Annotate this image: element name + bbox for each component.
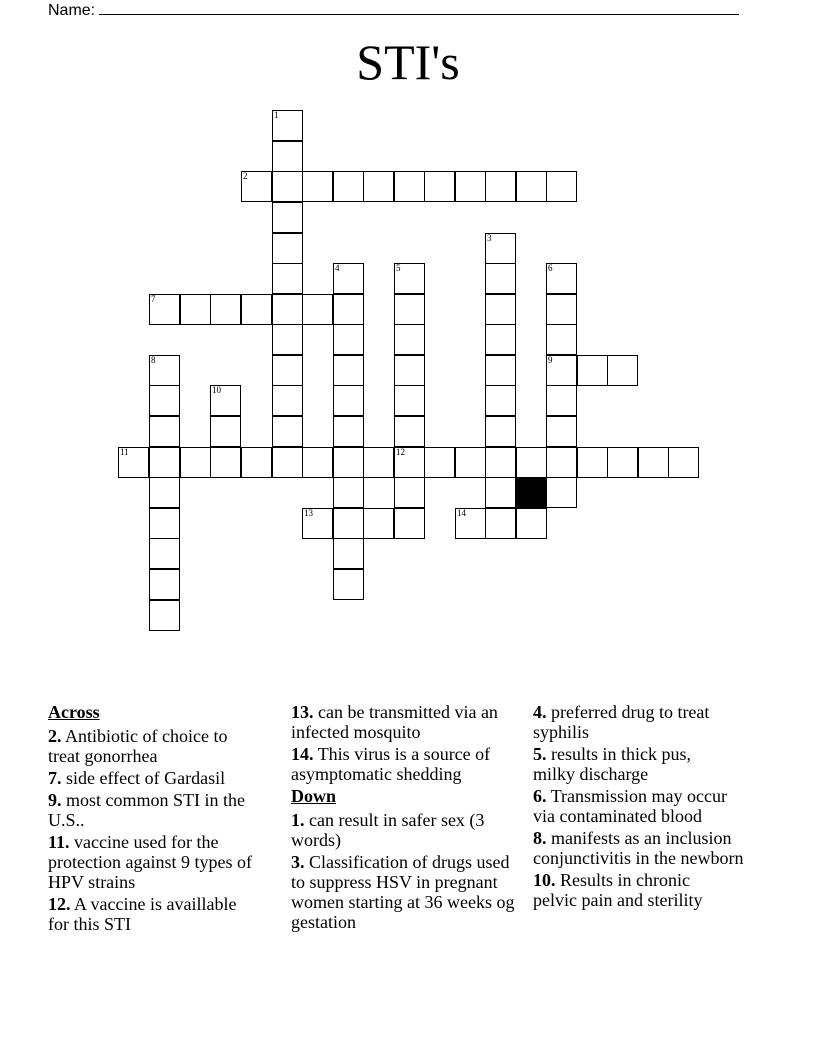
across-heading: Across xyxy=(48,702,100,722)
grid-cell[interactable] xyxy=(546,171,577,202)
grid-cell[interactable] xyxy=(302,447,333,478)
grid-cell[interactable] xyxy=(546,416,577,447)
grid-cell[interactable] xyxy=(485,263,516,294)
name-label: Name: xyxy=(48,2,96,19)
grid-cell[interactable] xyxy=(272,416,303,447)
grid-cell[interactable] xyxy=(607,355,638,386)
grid-cell[interactable] xyxy=(546,263,577,294)
grid-cell[interactable] xyxy=(333,508,364,539)
grid-cell[interactable] xyxy=(455,447,486,478)
grid-cell[interactable] xyxy=(149,416,180,447)
grid-cell[interactable] xyxy=(272,355,303,386)
grid-cell[interactable] xyxy=(394,263,425,294)
grid-cell[interactable] xyxy=(333,171,364,202)
grid-cell[interactable] xyxy=(241,294,272,325)
grid-cell[interactable] xyxy=(149,508,180,539)
grid-cell[interactable] xyxy=(302,508,333,539)
clue-number: 4. xyxy=(533,702,547,722)
across-clue-12 xyxy=(48,894,238,934)
clue-text: can be transmitted via an infected mosquito xyxy=(291,702,498,742)
grid-cell[interactable] xyxy=(516,171,547,202)
clue-number: 6. xyxy=(533,786,547,806)
page-title: STI's xyxy=(356,34,460,90)
clue-number: 7. xyxy=(48,768,62,788)
grid-cell[interactable] xyxy=(149,355,180,386)
across-clue-14 xyxy=(291,744,513,784)
grid-cell[interactable] xyxy=(149,385,180,416)
grid-cell[interactable] xyxy=(272,171,303,202)
grid-cell[interactable] xyxy=(149,294,180,325)
grid-cell[interactable] xyxy=(516,447,547,478)
grid-cell[interactable] xyxy=(546,355,577,386)
grid-cell[interactable] xyxy=(394,294,425,325)
grid-cell[interactable] xyxy=(546,385,577,416)
down-clue-4 xyxy=(533,702,743,742)
clue-number: 12. xyxy=(48,894,71,914)
across-clue-2 xyxy=(48,726,238,766)
clue-text: most common STI in the U.S.. xyxy=(48,790,245,830)
grid-cell[interactable] xyxy=(241,171,272,202)
clue-number: 1. xyxy=(291,810,305,830)
clue-number: 11. xyxy=(48,832,70,852)
grid-cell[interactable] xyxy=(546,294,577,325)
clue-number: 9. xyxy=(48,790,62,810)
clue-text: can result in safer sex (3 words) xyxy=(291,810,485,850)
grid-cell[interactable] xyxy=(333,324,364,355)
grid-cell[interactable] xyxy=(149,447,180,478)
grid-cell[interactable] xyxy=(485,171,516,202)
cell-number: 13 xyxy=(304,508,313,518)
grid-cell[interactable] xyxy=(455,171,486,202)
grid-cell[interactable] xyxy=(363,508,394,539)
across-clue-11 xyxy=(48,832,273,892)
grid-cell[interactable] xyxy=(149,569,180,600)
grid-cell[interactable] xyxy=(333,569,364,600)
clue-number: 3. xyxy=(291,852,305,872)
cell-number: 14 xyxy=(457,508,466,518)
clue-text: results in thick pus, milky discharge xyxy=(533,744,691,784)
cell-number: 12 xyxy=(396,447,405,457)
grid-cell[interactable] xyxy=(485,385,516,416)
across-clue-9 xyxy=(48,790,273,830)
grid-cell[interactable] xyxy=(577,447,608,478)
grid-cell[interactable] xyxy=(668,447,699,478)
grid-cell[interactable] xyxy=(333,385,364,416)
clue-number: 10. xyxy=(533,870,556,890)
grid-cell[interactable] xyxy=(210,416,241,447)
down-clue-5 xyxy=(533,744,733,784)
cell-number: 11 xyxy=(120,447,129,457)
grid-cell[interactable] xyxy=(485,355,516,386)
grid-cell[interactable] xyxy=(333,355,364,386)
grid-cell[interactable] xyxy=(394,477,425,508)
clue-column-1 xyxy=(48,702,273,936)
grid-cell[interactable] xyxy=(485,294,516,325)
grid-cell[interactable] xyxy=(546,324,577,355)
grid-cell[interactable] xyxy=(516,508,547,539)
grid-cell[interactable] xyxy=(607,447,638,478)
grid-cell[interactable] xyxy=(272,263,303,294)
grid-cell[interactable] xyxy=(180,447,211,478)
clue-text: preferred drug to treat syphilis xyxy=(533,702,710,742)
cell-number: 9 xyxy=(548,355,553,365)
grid-cell[interactable] xyxy=(272,202,303,233)
clue-text: Classification of drugs used to suppress HSV in pregnant women starting at 36 weeks og gestation xyxy=(291,852,515,932)
grid-cell[interactable] xyxy=(394,324,425,355)
grid-cell[interactable] xyxy=(180,294,211,325)
grid-cell[interactable] xyxy=(363,447,394,478)
down-heading: Down xyxy=(291,786,337,806)
grid-cell[interactable] xyxy=(577,355,608,386)
grid-cell[interactable] xyxy=(546,447,577,478)
black-square xyxy=(516,477,547,508)
grid-cell[interactable] xyxy=(394,385,425,416)
grid-cell[interactable] xyxy=(272,110,303,141)
grid-cell[interactable] xyxy=(424,447,455,478)
grid-cell[interactable] xyxy=(333,477,364,508)
grid-cell[interactable] xyxy=(272,141,303,172)
grid-cell[interactable] xyxy=(485,508,516,539)
grid-cell[interactable] xyxy=(485,233,516,264)
clue-text: This virus is a source of asymptomatic shedding xyxy=(291,744,491,784)
clue-number: 8. xyxy=(533,828,547,848)
cell-number: 4 xyxy=(335,263,340,273)
down-clue-6 xyxy=(533,786,733,826)
grid-cell[interactable] xyxy=(272,233,303,264)
grid-cell[interactable] xyxy=(302,294,333,325)
down-clue-10 xyxy=(533,870,738,910)
down-clue-1 xyxy=(291,810,496,850)
grid-cell[interactable] xyxy=(485,416,516,447)
clue-column-2 xyxy=(291,702,527,934)
grid-cell[interactable] xyxy=(333,263,364,294)
grid-cell[interactable] xyxy=(394,447,425,478)
grid-cell[interactable] xyxy=(118,447,149,478)
clue-text: Results in chronic pelvic pain and sterility xyxy=(533,870,703,910)
grid-cell[interactable] xyxy=(394,508,425,539)
grid-cell[interactable] xyxy=(210,447,241,478)
grid-cell[interactable] xyxy=(149,600,180,631)
grid-cell[interactable] xyxy=(272,385,303,416)
cell-number: 5 xyxy=(396,263,401,273)
grid-cell[interactable] xyxy=(638,447,669,478)
grid-cell[interactable] xyxy=(333,447,364,478)
grid-cell[interactable] xyxy=(272,324,303,355)
clue-text: vaccine used for the protection against 9 types of HPV strains xyxy=(48,832,252,892)
grid-cell[interactable] xyxy=(424,171,455,202)
clue-number: 14. xyxy=(291,744,314,764)
across-clue-7 xyxy=(48,768,273,788)
clue-text: A vaccine is availlable for this STI xyxy=(48,894,237,934)
down-clue-3 xyxy=(291,852,527,932)
grid-cell[interactable] xyxy=(241,447,272,478)
cell-number: 10 xyxy=(212,385,221,395)
clue-number: 13. xyxy=(291,702,314,722)
cell-number: 1 xyxy=(274,110,279,120)
down-clue-8 xyxy=(533,828,773,868)
cell-number: 2 xyxy=(243,171,248,181)
grid-cell[interactable] xyxy=(333,538,364,569)
grid-cell[interactable] xyxy=(272,447,303,478)
cell-number: 8 xyxy=(151,355,156,365)
grid-cell[interactable] xyxy=(210,294,241,325)
grid-cell[interactable] xyxy=(333,294,364,325)
cell-number: 6 xyxy=(548,263,553,273)
grid-cell[interactable] xyxy=(333,416,364,447)
clue-number: 5. xyxy=(533,744,547,764)
grid-cell[interactable] xyxy=(485,324,516,355)
grid-cell[interactable] xyxy=(272,294,303,325)
clue-text: side effect of Gardasil xyxy=(66,768,226,788)
clue-number: 2. xyxy=(48,726,62,746)
clue-text: manifests as an inclusion conjunctivitis in the newborn xyxy=(533,828,744,868)
grid-cell[interactable] xyxy=(149,477,180,508)
cell-number: 3 xyxy=(487,233,492,243)
grid-cell[interactable] xyxy=(210,385,241,416)
grid-cell[interactable] xyxy=(455,508,486,539)
grid-cell[interactable] xyxy=(363,171,394,202)
clue-text: Transmission may occur via contaminated blood xyxy=(533,786,728,826)
grid-cell[interactable] xyxy=(394,416,425,447)
across-clue-13 xyxy=(291,702,513,742)
grid-cell[interactable] xyxy=(394,355,425,386)
grid-cell[interactable] xyxy=(485,477,516,508)
grid-cell[interactable] xyxy=(149,538,180,569)
clue-text: Antibiotic of choice to treat gonorrhea xyxy=(48,726,228,766)
grid-cell[interactable] xyxy=(546,477,577,508)
grid-cell[interactable] xyxy=(302,171,333,202)
clue-column-3 xyxy=(533,702,773,912)
grid-cell[interactable] xyxy=(394,171,425,202)
grid-cell[interactable] xyxy=(485,447,516,478)
cell-number: 7 xyxy=(151,294,156,304)
